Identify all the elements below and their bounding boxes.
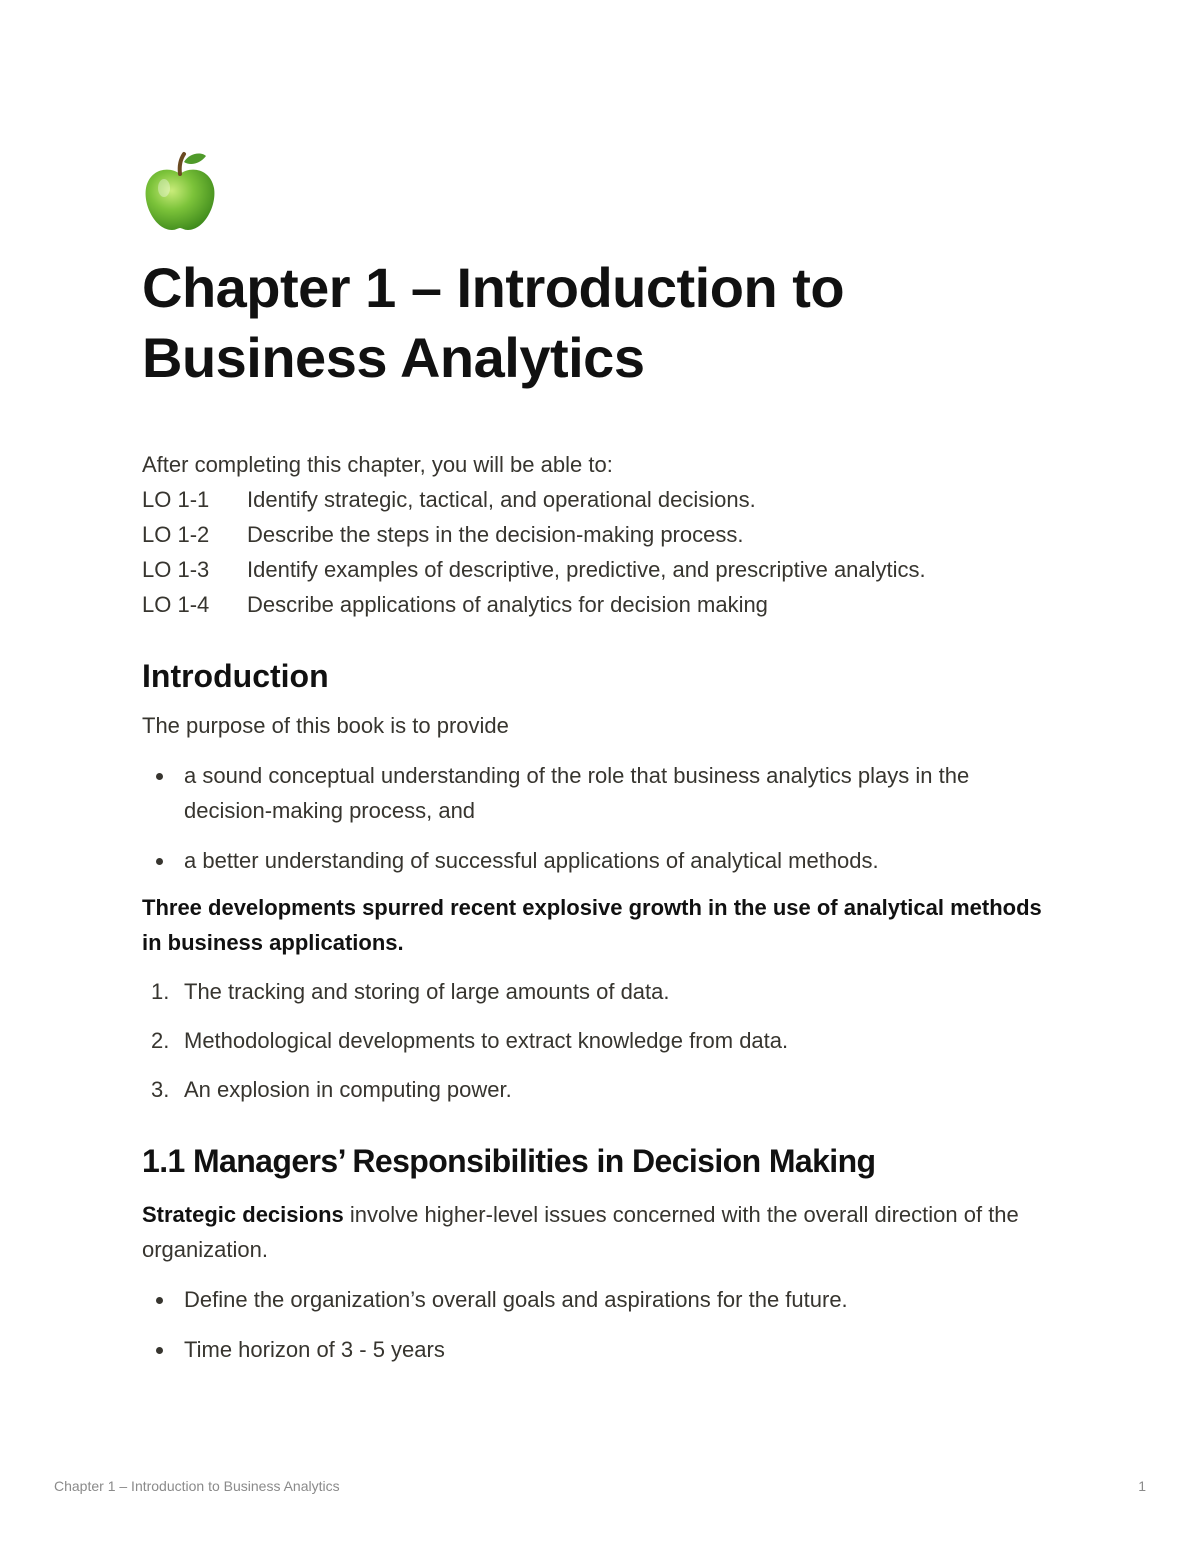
lo-code: LO 1-4	[142, 592, 210, 617]
document-page	[142, 150, 1062, 1367]
list-item-text: An explosion in computing power.	[184, 1077, 512, 1102]
introduction-heading: Introduction	[142, 658, 329, 694]
footer-title: Chapter 1 – Introduction to Business Analytics	[54, 1478, 340, 1494]
list-item	[142, 1072, 1062, 1107]
strategic-decisions-term: Strategic decisions	[142, 1202, 344, 1227]
list-number: 1.	[151, 979, 170, 1004]
learning-objective-row	[142, 552, 1062, 587]
lo-code: LO 1-3	[142, 557, 210, 582]
list-item: Time horizon of 3 - 5 years	[142, 1332, 1062, 1367]
strategic-bullet-list	[142, 1282, 1062, 1367]
title-line-1: Chapter 1 – Introduction to	[142, 256, 845, 319]
list-item	[142, 974, 1062, 1009]
introduction-lead: The purpose of this book is to provide	[142, 713, 509, 738]
page-footer	[54, 1478, 1146, 1494]
strategic-decisions-paragraph	[142, 1197, 1062, 1267]
list-item: Define the organization’s overall goals and aspirations for the future.	[142, 1282, 1062, 1317]
introduction-bullet-list	[142, 758, 1062, 878]
developments-statement: Three developments spurred recent explosive growth in the use of analytical methods in business applications.	[142, 895, 1042, 955]
lo-text: Describe applications of analytics for decision making	[247, 592, 768, 617]
list-item-text: Methodological developments to extract knowledge from data.	[184, 1028, 789, 1053]
page-number: 1	[1138, 1478, 1146, 1494]
strategic-decisions-definition: involve higher-level issues concerned with the overall direction of the organization.	[142, 1202, 1019, 1262]
list-number: 2.	[151, 1028, 170, 1053]
section-1-1-heading: 1.1 Managers’ Responsibilities in Decision Making	[142, 1143, 876, 1179]
list-item: a sound conceptual understanding of the role that business analytics plays in the decision-making process, and	[142, 758, 1062, 828]
learning-objective-row	[142, 587, 1062, 622]
green-apple-icon	[140, 150, 220, 234]
learning-objectives-list	[142, 482, 1062, 622]
title-line-2: Business Analytics	[142, 326, 645, 389]
developments-numbered-list	[142, 974, 1062, 1107]
list-item-text: The tracking and storing of large amounts of data.	[184, 979, 670, 1004]
learning-objective-row	[142, 517, 1062, 552]
lo-code: LO 1-2	[142, 522, 210, 547]
lo-text: Describe the steps in the decision-making process.	[247, 522, 744, 547]
objectives-intro: After completing this chapter, you will be able to:	[142, 452, 613, 477]
lo-text: Identify strategic, tactical, and operational decisions.	[247, 487, 756, 512]
list-item: a better understanding of successful applications of analytical methods.	[142, 843, 1062, 878]
lo-text: Identify examples of descriptive, predictive, and prescriptive analytics.	[247, 557, 926, 582]
lo-code: LO 1-1	[142, 487, 210, 512]
page-title	[142, 253, 1062, 393]
list-number: 3.	[151, 1077, 170, 1102]
list-item	[142, 1023, 1062, 1058]
learning-objective-row	[142, 482, 1062, 517]
